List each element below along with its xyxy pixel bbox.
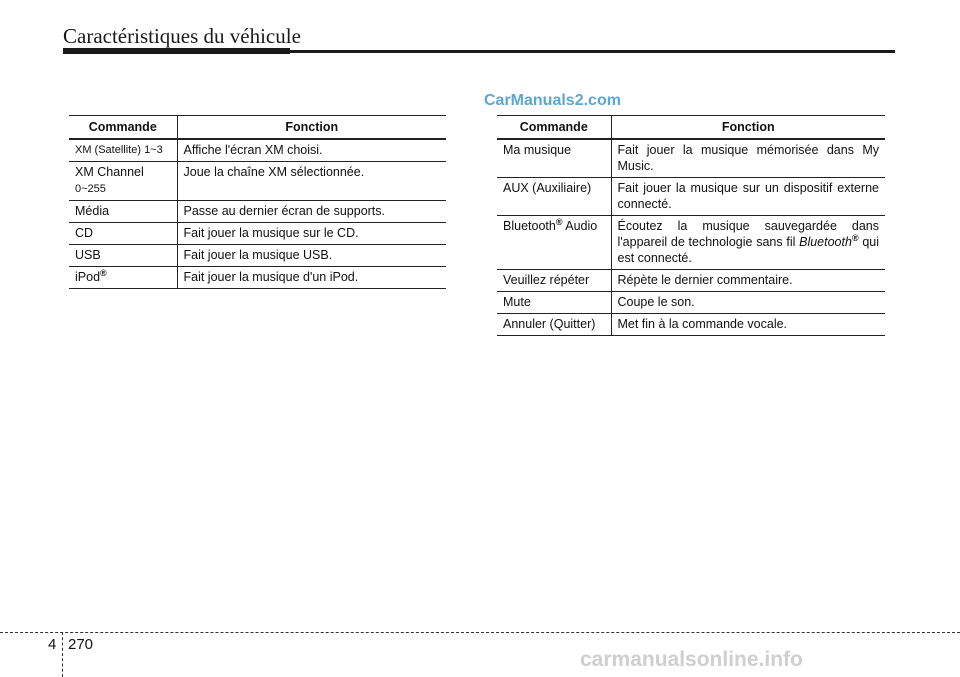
command-cell [69,267,177,289]
function-cell: Passe au dernier écran de supports. [177,201,446,223]
function-cell: Répète le dernier commentaire. [611,270,885,292]
command-cell [69,162,177,201]
footer-dashed-rule [0,632,960,633]
command-cell: Annuler (Quitter) [497,314,611,336]
column-header-fonction: Fonction [177,116,446,140]
function-cell [611,216,885,270]
command-text: Bluetooth [503,219,556,233]
command-cell: Mute [497,292,611,314]
command-text: iPod [75,270,101,284]
watermark-carmanualsonline[interactable]: carmanualsonline.info [580,648,803,671]
command-cell: AUX (Auxiliaire) [497,178,611,216]
registered-mark: ® [555,216,563,227]
table-row [69,201,446,223]
command-cell: Média [69,201,177,223]
command-cell: Ma musique [497,139,611,178]
command-cell: Veuillez répéter [497,270,611,292]
function-text: Écoutez la musique sauvegardée dans l'appareil de technologie sans fil [617,219,879,249]
table-row [69,162,446,201]
table-header-row [69,116,446,140]
command-suffix: Audio [562,219,598,233]
function-cell: Fait jouer la musique sur un dispositif externe connecté. [611,178,885,216]
header-rule [63,50,895,53]
column-header-commande: Commande [497,116,611,140]
function-cell: Met fin à la commande vocale. [611,314,885,336]
page-number: 270 [68,636,94,653]
function-cell: Coupe le son. [611,292,885,314]
column-header-commande: Commande [69,116,177,140]
command-cell: CD [69,223,177,245]
watermark-carmanuals2[interactable]: CarManuals2.com [484,92,621,109]
bluetooth-brand-text: Bluetooth [799,235,852,249]
table-row [497,178,885,216]
function-cell: Fait jouer la musique d'un iPod. [177,267,446,289]
command-cell [497,216,611,270]
function-cell: Affiche l'écran XM choisi. [177,139,446,162]
registered-mark: ® [851,232,859,243]
chapter-number: 4 [48,636,57,653]
table-row [497,314,885,336]
function-cell: Joue la chaîne XM sélectionnée. [177,162,446,201]
column-header-fonction: Fonction [611,116,885,140]
function-cell: Fait jouer la musique mémorisée dans My Music. [611,139,885,178]
command-cell: XM (Satellite) 1~3 [69,139,177,162]
command-range: 0~255 [75,183,106,195]
table-row [69,139,446,162]
command-text: XM Channel [75,165,144,179]
footer-dashed-divider [62,632,63,677]
function-text-end: qui est connecté. [617,235,879,265]
function-cell: Fait jouer la musique sur le CD. [177,223,446,245]
table-row [497,216,885,270]
table-header-row [497,116,885,140]
table-row [69,223,446,245]
function-cell: Fait jouer la musique USB. [177,245,446,267]
command-cell: USB [69,245,177,267]
page-header-title: Caractéristiques du véhicule [63,24,301,48]
table-row [497,139,885,178]
table-row [497,292,885,314]
table-row [69,245,446,267]
voice-command-table-left [69,115,446,289]
registered-mark: ® [100,267,107,278]
table-row [69,267,446,289]
voice-command-table-right [497,115,885,336]
table-row [497,270,885,292]
